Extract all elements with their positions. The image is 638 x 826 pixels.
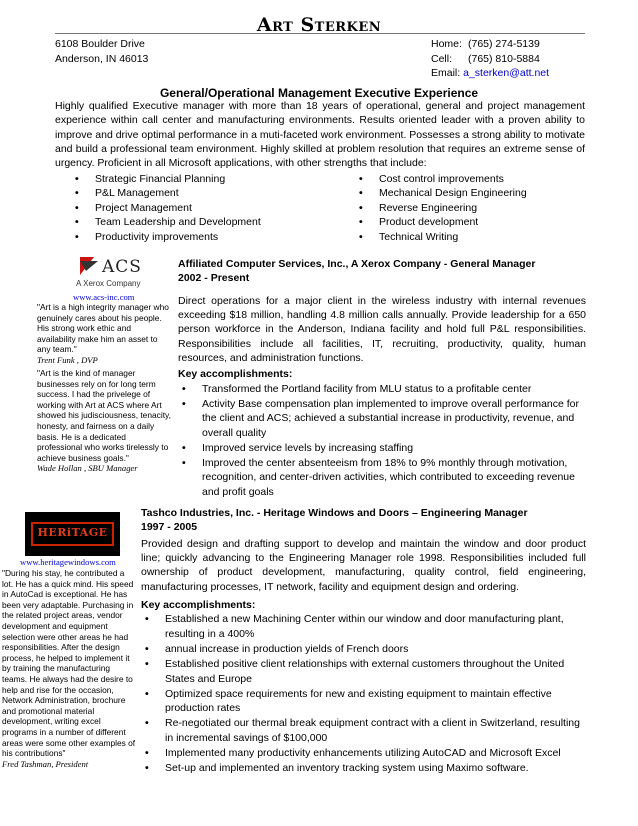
job-tashco	[141, 506, 586, 777]
accomplishment-item: • Transformed the Portland facility from MLU status to a profitable center	[178, 382, 586, 396]
job-description: Provided design and drafting support to develop and maintain the window and door product line; quickly advancing to the Engineering Manager role 1998. Responsibilities included full ownership of product development, manufacturing, quality control, field engineering, manufacturing processes, IT network, facility and equipment design and ordering.	[141, 537, 586, 593]
testimonial-signature: Trent Funk , DVP	[37, 354, 98, 365]
skills-list-right	[359, 172, 527, 244]
email-label: Email:	[431, 67, 461, 79]
cell-phone: (765) 810-5884	[468, 52, 540, 65]
testimonial-text: "During his stay, he contributed a lot. He has a quick mind. His speed in AutoCad is exceptional. He has been very adaptable. Purchasing in the related project areas, vendor development and equipment selection were other areas he had responsibilities. After the design process, he helped to implement it by training the manufacturing teams. He always had the desire to help and rise for the occasion, Network Administration, brochure and promotional material development, writing excel programs in a number of different areas were some other examples of his contributions"	[2, 568, 136, 759]
acs-logo-text: ACS	[102, 257, 142, 277]
accomplishment-list	[178, 382, 586, 499]
accomplishment-item: • Improved service levels by increasing staffing	[178, 441, 586, 455]
acs-testimonial-1	[37, 302, 171, 366]
skill-item: • Project Management	[75, 201, 261, 215]
job-title: Tashco Industries, Inc. - Heritage Windows and Doors – Engineering Manager	[141, 507, 528, 519]
skill-item: • Team Leadership and Development	[75, 215, 261, 229]
headline: General/Operational Management Executive Experience	[159, 86, 479, 100]
key-accomplishments-label: Key accomplishments:	[141, 599, 256, 611]
skill-item: • Cost control improvements	[359, 172, 527, 186]
testimonial-text: "Art is a high integrity manager who genuinely cares about his people. His strong work ethic and availability make him an asset to any team."	[37, 302, 169, 355]
skill-item: • Technical Writing	[359, 230, 527, 244]
key-accomplishments-label: Key accomplishments:	[178, 368, 293, 381]
skill-item: • Reverse Engineering	[359, 201, 527, 215]
job-dates: 1997 - 2005	[141, 521, 198, 534]
accomplishment-item: • Established a new Machining Center within our window and door manufacturing plant, resulting in a 400%	[141, 612, 586, 641]
testimonial-signature: Wade Hollan , SBU Manager	[37, 463, 138, 474]
heritage-logo-text: HERiTAGE	[37, 526, 108, 539]
cell-label: Cell:	[431, 52, 453, 65]
accomplishment-list	[141, 612, 586, 775]
home-phone-row	[431, 37, 549, 52]
skill-item: • Productivity improvements	[75, 230, 261, 244]
accomplishment-item: • Activity Base compensation plan implemented to improve overall performance for the client and ACS; achieved a substantial increase in productivity, revenue, and overall quality	[178, 397, 586, 440]
email-row	[431, 66, 549, 81]
address-line-2: Anderson, IN 46013	[55, 52, 149, 65]
testimonial-text: "Art is the kind of manager businesses rely on for long term success. I had the privelege of working with Art at ACS where Art showed his judisciousness, tenacity, honesty, and fairness on a daily basis. He is a dedicated professional who works tirelessly to achieve business goals."	[37, 368, 171, 463]
acs-logo	[58, 255, 166, 293]
home-label: Home:	[431, 38, 462, 50]
home-phone: (765) 274-5139	[468, 38, 540, 50]
testimonial-signature: Fred Tashman, President	[2, 758, 89, 769]
address-block	[55, 37, 148, 66]
accomplishment-item: • Set-up and implemented an inventory tracking system using Maximo software.	[141, 761, 586, 775]
job-acs	[178, 257, 586, 500]
cell-phone-row	[431, 52, 549, 67]
heritage-logo	[25, 512, 120, 556]
heritage-testimonial	[2, 568, 136, 769]
address-line-1: 6108 Boulder Drive	[55, 38, 145, 50]
skills-list-left	[75, 172, 261, 244]
accomplishment-item: • annual increase in production yields of French doors	[141, 642, 586, 656]
accomplishment-item: • Optimized space requirements for new and existing equipment to maintain effective production rates	[141, 687, 586, 716]
job-title: Affiliated Computer Services, Inc., A Xerox Company - General Manager	[178, 258, 536, 270]
accomplishment-item: • Re-negotiated our thermal break equipment contract with a client in Switzerland, resulting in incremental savings of $100,000	[141, 716, 586, 745]
candidate-name: Art Sterken	[256, 14, 382, 36]
skill-item: • P&L Management	[75, 186, 261, 200]
summary-paragraph: Highly qualified Executive manager with more than 18 years of operational, general and project management experience within call center and manufacturing environments. Results oriented leader with a proven ability to improve and drive optimal performance in a muti-faceted work environment. Possesses a strong ability to motivate and build a professional team environment. Highly skilled at problem resolution that requires an extreme sense of urgency. Proficient in all Microsoft applications, with other strengths that include:	[55, 100, 585, 170]
acs-website-link[interactable]: www.acs-inc.com	[73, 292, 135, 302]
acs-testimonial-2	[37, 368, 171, 474]
job-description: Direct operations for a major client in the wireless industry with internal revenues exceeding $18 million, handling 4.8 million calls annually. Provide leadership for a 650 person workforce in the Anderson, Indiana facility and hold full P&L responsibilities. Responsibilities include all facilities, IT, recruiting, productivity, quality, human resources, and administration functions.	[178, 294, 586, 364]
job-dates: 2002 - Present	[178, 272, 250, 285]
accomplishment-item: • Established positive client relationships with external customers throughout the United States and Europe	[141, 657, 586, 686]
acs-logo-subtext: A Xerox Company	[76, 279, 141, 288]
skill-item: • Strategic Financial Planning	[75, 172, 261, 186]
accomplishment-item: • Implemented many productivity enhancements utilizing AutoCAD and Microsoft Excel	[141, 746, 586, 760]
skill-item: • Product development	[359, 215, 527, 229]
email-link[interactable]: a_sterken@att.net	[463, 67, 550, 79]
contact-block	[431, 37, 549, 81]
accomplishment-item: • Improved the center absenteeism from 18% to 9% monthly through motivation, recognition, and center-driven activities, which contributed to exceeding revenue and profit goals	[178, 456, 586, 499]
heritage-website-link[interactable]: www.heritagewindows.com	[20, 557, 116, 567]
header-rule	[55, 33, 585, 34]
skill-item: • Mechanical Design Engineering	[359, 186, 527, 200]
